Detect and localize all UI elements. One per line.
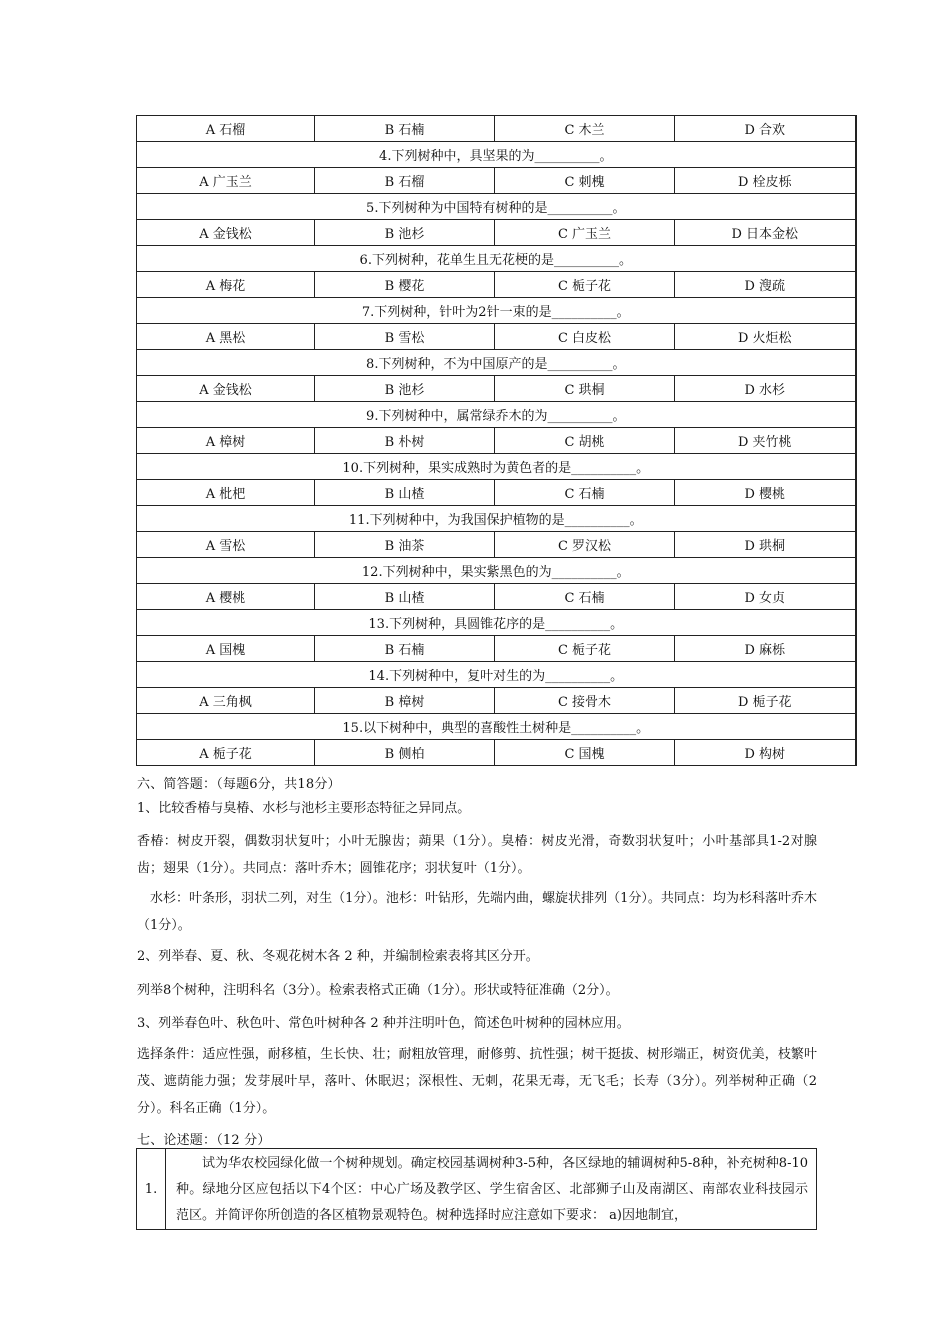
options-row bbox=[137, 428, 856, 454]
answer-3: 选择条件：适应性强，耐移植，生长快、壮；耐粗放管理，耐修剪、抗性强；树干挺拔、树形端正，树资优美，枝繁叶茂、遮荫能力强；发芽展叶早，落叶、休眠迟；深根性、无刺，花果无毒，无飞毛；长寿（3分）。列举树种正确（2分）。科名正确（1分）。 bbox=[137, 1047, 817, 1116]
option-a: A 金钱松 bbox=[137, 220, 315, 246]
question-stem-row bbox=[137, 246, 856, 272]
option-a: A 梅花 bbox=[137, 272, 315, 298]
option-c: C 广玉兰 bbox=[495, 220, 675, 246]
option-c: C 刺槐 bbox=[495, 168, 675, 194]
question-stem: 11.下列树种中，为我国保护植物的是__________。 bbox=[137, 506, 856, 532]
section-7-title: 七、论述题：（12 分） bbox=[137, 1133, 271, 1148]
options-row bbox=[137, 480, 856, 506]
option-a: A 金钱松 bbox=[137, 376, 315, 402]
question-stem: 15.以下树种中，典型的喜酸性土树种是__________。 bbox=[137, 714, 856, 740]
option-a: A 石榴 bbox=[137, 116, 315, 142]
essay-table bbox=[136, 1148, 817, 1230]
question-stem: 6.下列树种，花单生且无花梗的是__________。 bbox=[137, 246, 856, 272]
question-stem-row bbox=[137, 610, 856, 636]
option-b: B 朴树 bbox=[315, 428, 495, 454]
question-3: 3、列举春色叶、秋色叶、常色叶树种各 2 种并注明叶色，简述色叶树种的园林应用。 bbox=[137, 1016, 630, 1031]
option-d: D 火炬松 bbox=[675, 324, 856, 350]
answer-1-part-1: 香椿：树皮开裂，偶数羽状复叶；小叶无腺齿；蒴果（1分）。臭椿：树皮光滑，奇数羽状复叶；小叶基部具1-2对腺齿；翅果（1分）。共同点：落叶乔木；圆锥花序；羽状复叶（1分）。 bbox=[137, 834, 817, 876]
question-stem: 14.下列树种中，复叶对生的为__________。 bbox=[137, 662, 856, 688]
essay-row bbox=[137, 1149, 817, 1230]
option-b: B 侧柏 bbox=[315, 740, 495, 766]
option-d: D 水杉 bbox=[675, 376, 856, 402]
option-a: A 广玉兰 bbox=[137, 168, 315, 194]
option-c: C 石楠 bbox=[495, 584, 675, 610]
option-c: C 木兰 bbox=[495, 116, 675, 142]
option-b: B 山楂 bbox=[315, 480, 495, 506]
options-row bbox=[137, 272, 856, 298]
question-stem-row bbox=[137, 662, 856, 688]
question-stem: 8.下列树种，不为中国原产的是__________。 bbox=[137, 350, 856, 376]
options-row bbox=[137, 532, 856, 558]
option-b: B 雪松 bbox=[315, 324, 495, 350]
answer-2: 列举8个树种，注明科名（3分）。检索表格式正确（1分）。形状或特征准确（2分）。 bbox=[137, 983, 619, 998]
essay-prompt: 试为华农校园绿化做一个树种规划。确定校园基调树种3-5种，各区绿地的辅调树种5-8种，补充树种8-10种。绿地分区应包括以下4个区：中心广场及教学区、学生宿舍区、北部狮子山及南湖区、南部农业科技园示范区。并简评你所创造的各区植物景观特色。树种选择时应注意如下要求： a)因地制宜， bbox=[166, 1149, 817, 1230]
option-d: D 日本金松 bbox=[675, 220, 856, 246]
option-a: A 三角枫 bbox=[137, 688, 315, 714]
option-c: C 胡桃 bbox=[495, 428, 675, 454]
options-row bbox=[137, 688, 856, 714]
question-stem-row bbox=[137, 194, 856, 220]
option-b: B 池杉 bbox=[315, 220, 495, 246]
option-a: A 国槐 bbox=[137, 636, 315, 662]
option-c: C 珙桐 bbox=[495, 376, 675, 402]
question-stem: 5.下列树种为中国特有树种的是__________。 bbox=[137, 194, 856, 220]
option-c: C 栀子花 bbox=[495, 272, 675, 298]
essay-number: 1. bbox=[137, 1149, 166, 1230]
question-stem-row bbox=[137, 142, 856, 168]
option-b: B 油茶 bbox=[315, 532, 495, 558]
option-c: C 罗汉松 bbox=[495, 532, 675, 558]
option-c: C 栀子花 bbox=[495, 636, 675, 662]
option-d: D 构树 bbox=[675, 740, 856, 766]
option-b: B 池杉 bbox=[315, 376, 495, 402]
question-stem-row bbox=[137, 350, 856, 376]
question-stem: 12.下列树种中，果实紫黑色的为__________。 bbox=[137, 558, 856, 584]
options-row bbox=[137, 376, 856, 402]
question-stem-row bbox=[137, 402, 856, 428]
options-row bbox=[137, 636, 856, 662]
option-d: D 麻栎 bbox=[675, 636, 856, 662]
option-b: B 樱花 bbox=[315, 272, 495, 298]
question-stem-row bbox=[137, 454, 856, 480]
question-stem-row bbox=[137, 714, 856, 740]
option-c: C 石楠 bbox=[495, 480, 675, 506]
option-d: D 樱桃 bbox=[675, 480, 856, 506]
option-d: D 珙桐 bbox=[675, 532, 856, 558]
option-b: B 山楂 bbox=[315, 584, 495, 610]
option-d: D 夹竹桃 bbox=[675, 428, 856, 454]
question-stem-row bbox=[137, 506, 856, 532]
multiple-choice-table bbox=[136, 115, 857, 766]
question-stem: 10.下列树种，果实成熟时为黄色者的是__________。 bbox=[137, 454, 856, 480]
question-stem-row bbox=[137, 298, 856, 324]
option-a: A 栀子花 bbox=[137, 740, 315, 766]
option-d: D 合欢 bbox=[675, 116, 856, 142]
question-stem: 9.下列树种中，属常绿乔木的为__________。 bbox=[137, 402, 856, 428]
options-row bbox=[137, 116, 856, 142]
option-b: B 樟树 bbox=[315, 688, 495, 714]
option-a: A 樟树 bbox=[137, 428, 315, 454]
question-stem: 4.下列树种中，具坚果的为__________。 bbox=[137, 142, 856, 168]
options-row bbox=[137, 584, 856, 610]
question-stem: 7.下列树种，针叶为2针一束的是__________。 bbox=[137, 298, 856, 324]
option-d: D 栀子花 bbox=[675, 688, 856, 714]
option-a: A 雪松 bbox=[137, 532, 315, 558]
option-b: B 石榴 bbox=[315, 168, 495, 194]
question-stem-row bbox=[137, 558, 856, 584]
option-d: D 栓皮栎 bbox=[675, 168, 856, 194]
option-a: A 樱桃 bbox=[137, 584, 315, 610]
option-d: D 溲疏 bbox=[675, 272, 856, 298]
option-b: B 石楠 bbox=[315, 116, 495, 142]
options-row bbox=[137, 168, 856, 194]
question-2: 2、列举春、夏、秋、冬观花树木各 2 种，并编制检索表将其区分开。 bbox=[137, 949, 539, 964]
section-6-title: 六、简答题：（每题6分，共18分） bbox=[137, 777, 341, 792]
option-a: A 黑松 bbox=[137, 324, 315, 350]
option-d: D 女贞 bbox=[675, 584, 856, 610]
option-c: C 白皮松 bbox=[495, 324, 675, 350]
option-c: C 国槐 bbox=[495, 740, 675, 766]
options-row bbox=[137, 220, 856, 246]
question-1: 1、比较香椿与臭椿、水杉与池杉主要形态特征之异同点。 bbox=[137, 801, 471, 816]
answer-1-part-2: 水杉：叶条形，羽状二列，对生（1分）。池杉：叶钻形，先端内曲，螺旋状排列（1分）。共同点：均为杉科落叶乔木（1分）。 bbox=[137, 891, 817, 933]
option-b: B 石楠 bbox=[315, 636, 495, 662]
question-stem: 13.下列树种，具圆锥花序的是__________。 bbox=[137, 610, 856, 636]
option-c: C 接骨木 bbox=[495, 688, 675, 714]
options-row bbox=[137, 324, 856, 350]
options-row bbox=[137, 740, 856, 766]
option-a: A 枇杷 bbox=[137, 480, 315, 506]
